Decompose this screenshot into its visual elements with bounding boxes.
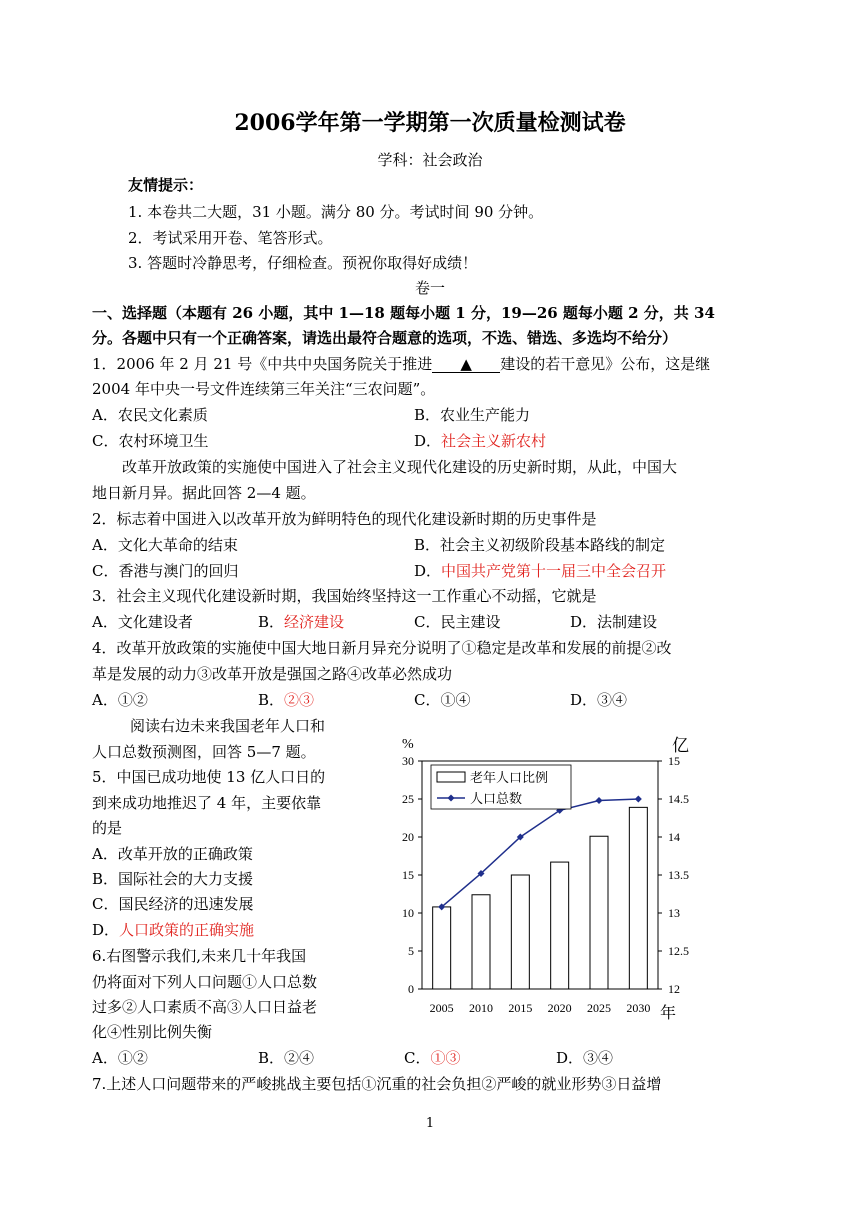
right-axis-unit: 亿 (672, 736, 689, 755)
q1-stem-line2: 2004 年中央一号文件连续第三年关注“三农问题”。 (92, 380, 436, 398)
left-axis-unit: % (402, 737, 414, 752)
volume-label: 卷一 (414, 279, 445, 297)
q5-option-d-letter: D． (92, 921, 120, 939)
q4-option-a: A．①② (92, 691, 148, 709)
q2-option-c: C．香港与澳门的回归 (92, 562, 239, 580)
line-point-marker (635, 796, 642, 803)
tip-3: 3. 答题时冷静思考，仔细检查。预祝你取得好成绩！ (128, 254, 478, 272)
q3-option-d: D．法制建设 (570, 613, 658, 631)
q5-stem-line3: 的是 (92, 819, 123, 837)
q3-option-a: A．文化建设者 (92, 613, 193, 631)
legend-line-label: 人口总数 (470, 791, 523, 806)
bar-elderly-ratio (511, 875, 529, 989)
x-axis-tick-label: 2010 (469, 1001, 493, 1015)
legend-bar-label: 老年人口比例 (470, 770, 549, 785)
q1-answer: 社会主义新农村 (441, 432, 547, 450)
q3-answer: 经济建设 (284, 613, 345, 631)
bar-elderly-ratio (551, 862, 569, 989)
passage2-line2: 人口总数预测图，回答 5—7 题。 (92, 743, 316, 761)
left-axis-tick-label: 10 (402, 906, 414, 920)
q4-stem-line2: 革是发展的动力③改革开放是强国之路④改革必然成功 (92, 665, 453, 683)
q1-blank: ▲ (432, 356, 500, 373)
right-axis-tick-label: 13.5 (668, 868, 689, 882)
right-axis-tick-label: 14.5 (668, 792, 689, 806)
q6-stem-line2: 仍将面对下列人口问题①人口总数 (92, 973, 318, 991)
bar-elderly-ratio (472, 895, 490, 989)
left-axis-tick-label: 0 (408, 982, 414, 996)
bar-elderly-ratio (433, 907, 451, 989)
x-axis-tick-label: 2015 (508, 1001, 533, 1015)
x-axis-tick-label: 2020 (547, 1001, 572, 1015)
q6-stem-line3: 过多②人口素质不高③人口日益老 (92, 998, 318, 1016)
section-line-1: 一、选择题（本题有 26 小题，其中 1—18 题每小题 1 分，19—26 题每小题 2 分，共 34 (92, 304, 715, 322)
q7-stem: 7.上述人口问题带来的严峻挑战主要包括①沉重的社会负担②严峻的就业形势③日益增 (92, 1075, 662, 1093)
bar-elderly-ratio (590, 836, 608, 989)
q6-stem-line1: 6.右图警示我们,未来几十年我国 (92, 947, 307, 965)
left-axis-tick-label: 20 (402, 830, 414, 844)
x-axis-tick-label: 2030 (626, 1001, 651, 1015)
bar-elderly-ratio (629, 807, 647, 989)
q4-stem-line1: 4．改革开放政策的实施使中国大地日新月异充分说明了①稳定是改革和发展的前提②改 (92, 639, 672, 657)
q5-option-d (92, 920, 254, 940)
right-axis-tick-label: 15 (668, 754, 680, 768)
q3-option-b (258, 612, 344, 632)
q1-stem-a: 1．2006 年 2 月 21 号《中共中央国务院关于推进 (92, 355, 433, 373)
q6-stem-line4: 化④性别比例失衡 (92, 1023, 213, 1041)
q6-option-c-letter: C． (404, 1049, 431, 1067)
q1-option-a: A．农民文化素质 (92, 406, 208, 424)
q1-stem-b: 建设的若干意见》公布，这是继 (500, 355, 711, 373)
tip-1: 1. 本卷共二大题，31 小题。满分 80 分。考试时间 90 分钟。 (128, 203, 544, 221)
q2-option-b: B．社会主义初级阶段基本路线的制定 (414, 536, 666, 554)
q4-option-c: C．①④ (414, 691, 471, 709)
q3-option-b-letter: B． (258, 613, 285, 631)
right-axis-tick-label: 14 (668, 830, 680, 844)
section-line-2: 分。各题中只有一个正确答案，请选出最符合题意的选项，不选、错选、多选均不给分） (92, 329, 678, 347)
line-total-population (442, 799, 639, 907)
left-axis-tick-label: 30 (402, 754, 414, 768)
right-axis-tick-label: 12.5 (668, 944, 689, 958)
passage1-line2: 地日新月异。据此回答 2—4 题。 (92, 484, 316, 502)
q6-option-d: D．③④ (556, 1049, 614, 1067)
q2-option-d (414, 561, 666, 581)
x-axis-tick-label: 2025 (587, 1001, 611, 1015)
left-axis-tick-label: 5 (408, 944, 414, 958)
q1-option-c: C．农村环境卫生 (92, 432, 209, 450)
q4-option-d: D．③④ (570, 691, 628, 709)
q6-option-c (404, 1048, 461, 1068)
q6-answer: ①③ (430, 1049, 461, 1067)
right-axis-tick-label: 12 (668, 982, 680, 996)
chart-plot-area (402, 736, 689, 1022)
q1-option-d-letter: D． (414, 432, 442, 450)
tip-2: 2．考试采用开卷、笔答形式。 (128, 229, 333, 247)
right-axis-tick-label: 13 (668, 906, 680, 920)
q5-option-c: C．国民经济的迅速发展 (92, 895, 254, 913)
subject-line: 学科：社会政治 (377, 151, 483, 169)
q6-option-b: B．②④ (258, 1049, 315, 1067)
line-point-marker (596, 797, 603, 804)
legend-bar-swatch (437, 772, 465, 782)
q1-option-b: B．农业生产能力 (414, 406, 531, 424)
q2-option-a: A．文化大革命的结束 (92, 536, 238, 554)
q5-stem-line2: 到来成功地推迟了 4 年，主要依靠 (92, 794, 322, 812)
q5-option-a: A．改革开放的正确政策 (92, 845, 253, 863)
population-forecast-chart (380, 728, 710, 1024)
q3-stem: 3．社会主义现代化建设新时期，我国始终坚持这一工作重心不动摇，它就是 (92, 587, 597, 605)
q5-option-b: B．国际社会的大力支援 (92, 870, 254, 888)
q5-stem-line1: 5．中国已成功地使 13 亿人口日的 (92, 768, 326, 786)
q6-option-a: A．①② (92, 1049, 148, 1067)
q2-stem: 2．标志着中国进入以改革开放为鲜明特色的现代化建设新时期的历史事件是 (92, 510, 597, 528)
q3-option-c: C．民主建设 (414, 613, 501, 631)
q5-answer: 人口政策的正确实施 (119, 921, 255, 939)
q4-option-b-letter: B． (258, 691, 285, 709)
q1-stem (92, 354, 710, 374)
left-axis-tick-label: 15 (402, 868, 414, 882)
q2-answer: 中国共产党第十一届三中全会召开 (441, 562, 667, 580)
passage2-line1: 阅读右边未来我国老年人口和 (130, 717, 326, 735)
q1-option-d (414, 431, 546, 451)
x-axis-unit: 年 (660, 1005, 677, 1022)
q2-option-d-letter: D． (414, 562, 442, 580)
passage1-line1: 改革开放政策的实施使中国进入了社会主义现代化建设的历史新时期，从此，中国大 (122, 458, 678, 476)
left-axis-tick-label: 25 (402, 792, 414, 806)
q4-answer: ②③ (284, 691, 315, 709)
q4-option-b (258, 690, 314, 710)
x-axis-tick-label: 2005 (429, 1001, 454, 1015)
tips-heading: 友情提示： (128, 176, 204, 194)
exam-title: 2006学年第一学期第一次质量检测试卷 (234, 110, 626, 136)
page-number: 1 (425, 1116, 435, 1131)
